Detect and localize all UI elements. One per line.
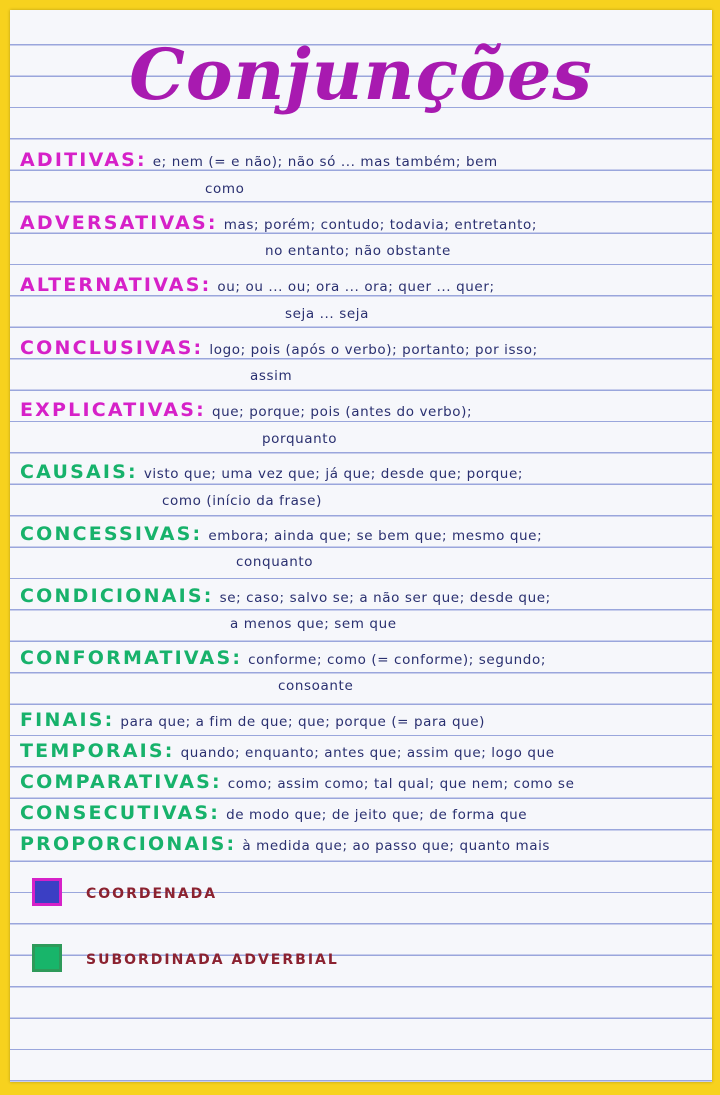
category-label: CONSECUTIVAS: <box>20 802 221 824</box>
category-proporcionais <box>20 833 706 855</box>
category-label: CONDICIONAIS: <box>20 585 214 607</box>
legend-swatch-subordinada <box>32 944 62 972</box>
category-conformativas <box>20 647 706 669</box>
category-comparativas <box>20 771 706 793</box>
category-examples: à medida que; ao passo que; quanto mais <box>242 838 551 854</box>
category-examples-continued: a menos que; sem que <box>230 616 397 632</box>
category-label: ALTERNATIVAS: <box>20 274 212 296</box>
category-explicativas <box>20 399 706 421</box>
category-label: ADITIVAS: <box>20 149 147 171</box>
category-label: EXPLICATIVAS: <box>20 399 206 421</box>
category-examples: e; nem (= e não); não só ... mas também; bem <box>152 154 498 170</box>
category-examples-continued: como <box>205 181 245 197</box>
category-temporais <box>20 740 706 762</box>
category-examples: logo; pois (após o verbo); portanto; por isso; <box>209 342 538 358</box>
legend-label-subordinada: SUBORDINADA ADVERBIAL <box>86 952 339 968</box>
notebook-page <box>10 10 712 1082</box>
category-examples-continued: assim <box>250 368 293 384</box>
category-examples-continued: consoante <box>278 678 354 694</box>
category-examples: que; porque; pois (antes do verbo); <box>211 404 473 420</box>
category-alternativas <box>20 274 706 296</box>
category-examples: se; caso; salvo se; a não ser que; desde que; <box>219 590 551 606</box>
category-consecutivas <box>20 802 706 824</box>
category-examples: embora; ainda que; se bem que; mesmo que; <box>208 528 543 544</box>
category-concessivas <box>20 523 706 545</box>
category-examples: de modo que; de jeito que; de forma que <box>226 807 528 823</box>
category-label: CAUSAIS: <box>20 461 138 483</box>
category-label: PROPORCIONAIS: <box>20 833 237 855</box>
category-examples: quando; enquanto; antes que; assim que; logo que <box>180 745 555 761</box>
category-label: TEMPORAIS: <box>20 740 175 762</box>
category-examples-continued: seja ... seja <box>285 306 369 322</box>
page-title: Conjunções <box>129 33 593 116</box>
category-label: CONFORMATIVAS: <box>20 647 243 669</box>
category-finais <box>20 709 706 731</box>
category-examples: visto que; uma vez que; já que; desde que; porque; <box>143 466 523 482</box>
category-condicionais <box>20 585 706 607</box>
category-examples: para que; a fim de que; que; porque (= para que) <box>120 714 486 730</box>
category-examples: conforme; como (= conforme); segundo; <box>248 652 546 668</box>
category-examples: como; assim como; tal qual; que nem; como se <box>227 776 575 792</box>
category-examples-continued: porquanto <box>262 431 338 447</box>
category-aditivas <box>20 149 706 171</box>
category-label: CONCLUSIVAS: <box>20 337 204 359</box>
category-causais <box>20 461 706 483</box>
category-examples: ou; ou ... ou; ora ... ora; quer ... quer; <box>217 279 495 295</box>
category-label: ADVERSATIVAS: <box>20 212 218 234</box>
category-label: FINAIS: <box>20 709 115 731</box>
category-examples-continued: no entanto; não obstante <box>265 243 451 259</box>
legend-swatch-coordenada <box>32 878 62 906</box>
category-adversativas <box>20 212 706 234</box>
category-conclusivas <box>20 337 706 359</box>
category-label: COMPARATIVAS: <box>20 771 222 793</box>
category-examples: mas; porém; contudo; todavia; entretanto; <box>223 217 537 233</box>
legend-label-coordenada: COORDENADA <box>86 886 218 902</box>
category-label: CONCESSIVAS: <box>20 523 203 545</box>
category-examples-continued: conquanto <box>236 554 314 570</box>
category-examples-continued: como (início da frase) <box>162 493 322 509</box>
